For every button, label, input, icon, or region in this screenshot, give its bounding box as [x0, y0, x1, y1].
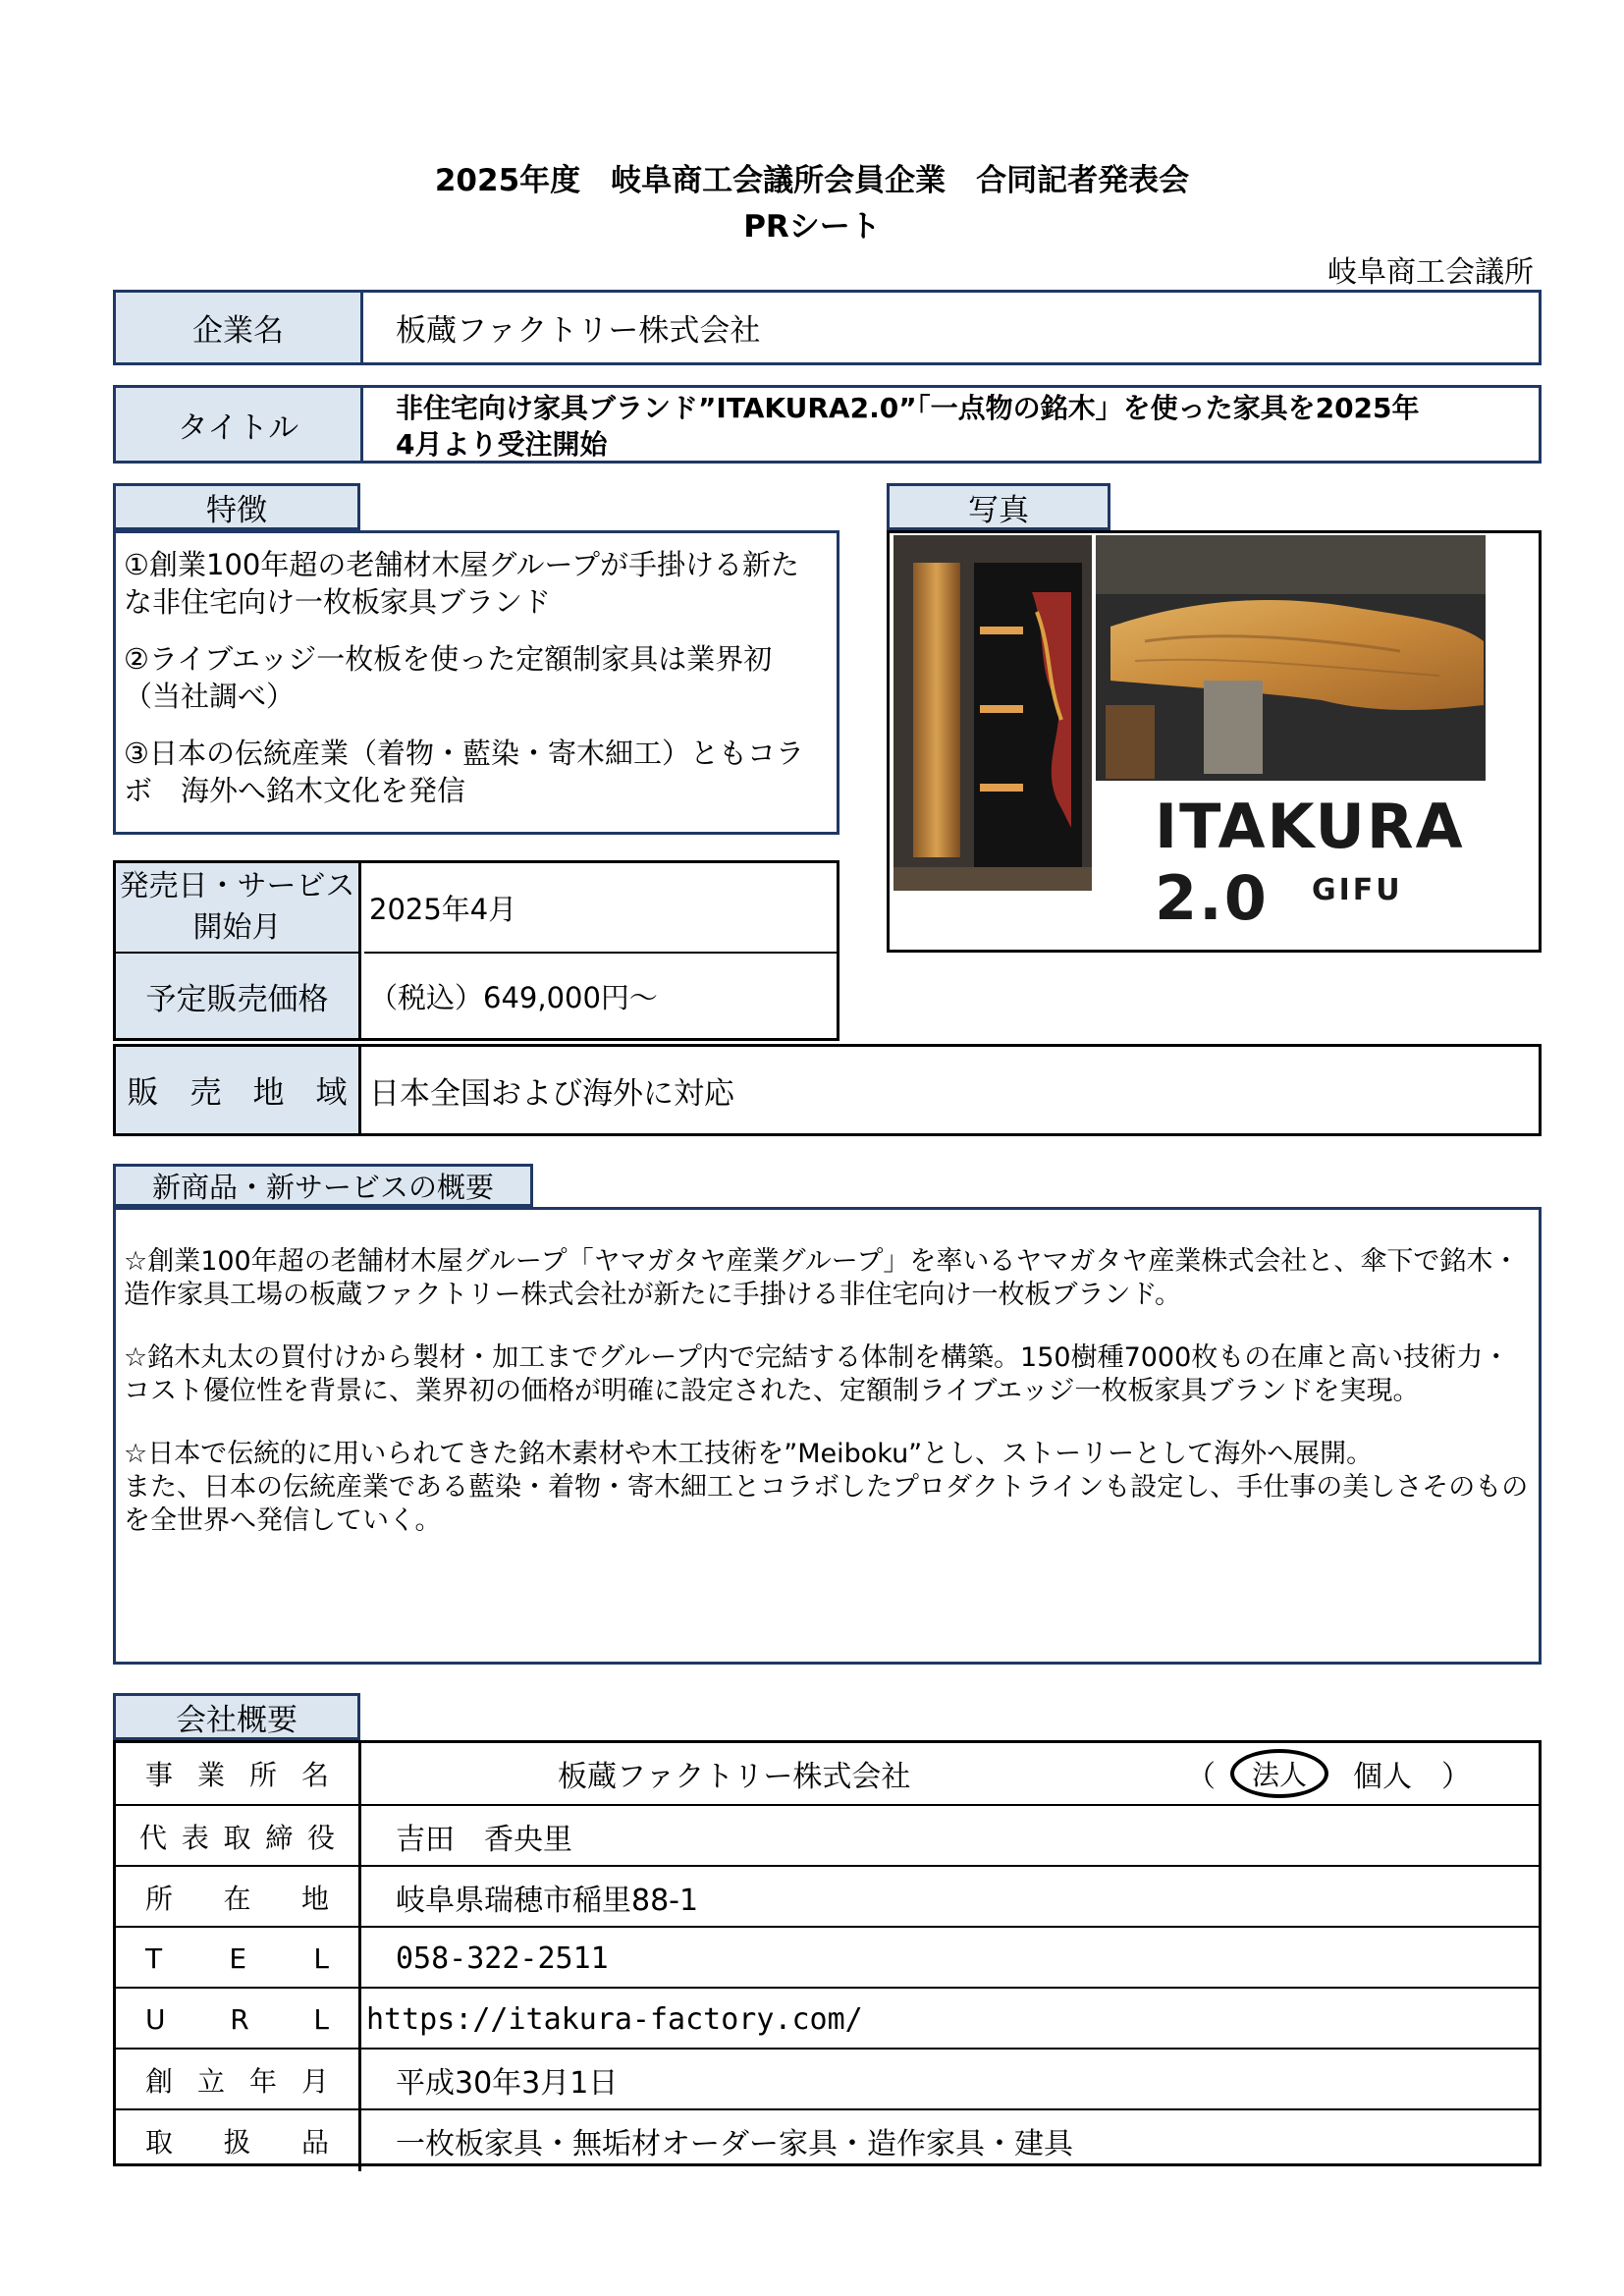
photo-label: 写真 [887, 483, 1110, 530]
profile-value-office [361, 1743, 1539, 1804]
profile-value-founded: 平成30年3月1日 [396, 2066, 619, 2101]
title-line-2: 4月より受注開始 [396, 428, 608, 461]
profile-value-address: 岐阜県瑞穂市稲里88-1 [396, 1884, 699, 1918]
feature-item-1: ①創業100年超の老舗材木屋グループが手掛ける新たな非住宅向け一枚板家具ブランド [124, 548, 800, 619]
area-label: 販 売 地 域 [116, 1047, 361, 1133]
area-row [113, 1044, 1542, 1136]
area-value: 日本全国および海外に対応 [369, 1075, 734, 1112]
company-profile-label: 会社概要 [113, 1693, 360, 1740]
company-value: 板蔵ファクトリー株式会社 [360, 290, 1542, 365]
profile-key-representative: 代 表 取 締 役 [116, 1806, 361, 1867]
profile-value-products: 一枚板家具・無垢材オーダー家具・造作家具・建具 [396, 2127, 1073, 2161]
title-value [360, 385, 1542, 464]
profile-key-products: 取 扱 品 [116, 2110, 361, 2171]
profile-key-founded: 創 立 年 月 [116, 2050, 361, 2110]
profile-row-address [116, 1865, 1539, 1928]
release-label-line-1: 発売日・サービス [119, 869, 355, 903]
profile-key-tel: T E L [116, 1928, 361, 1989]
page-title: 2025年度 岐阜商工会議所会員企業 合同記者発表会 [434, 163, 1190, 198]
office-name: 板蔵ファクトリー株式会社 [558, 1760, 911, 1794]
price-label: 予定販売価格 [116, 954, 361, 1038]
price-value: （税込）649,000円～ [369, 980, 658, 1014]
overview-paragraph-2: ☆銘木丸太の買付けから製材・加工までグループ内で完結する体制を構築。150樹種7000枚もの在庫と高い技術力・コスト優位性を背景に、業界初の価格が明確に設定された、定額制ライブエッジ一枚板家具ブランドを実現。 [124, 1342, 1510, 1406]
photo-frame [887, 530, 1542, 953]
sales-info-box [113, 860, 839, 1041]
profile-value-tel: 058-322-2511 [396, 1941, 609, 1976]
release-label [116, 863, 361, 954]
overview-paragraph-3: ☆日本で伝統的に用いられてきた銘木素材や木工技術を”Meiboku”とし、ストーリーとして海外へ展開。 また、日本の伝統産業である藍染・着物・寄木細工とコラボしたプロダクトラインも設定し、手仕事の美しさそのものを全世界へ発信していく。 [124, 1439, 1529, 1536]
profile-row-url [116, 1987, 1539, 2050]
profile-row-founded [116, 2048, 1539, 2110]
profile-key-address: 所 在 地 [116, 1867, 361, 1928]
overview-paragraph-1: ☆創業100年超の老舗材木屋グループ「ヤマガタヤ産業グループ」を率いるヤマガタヤ産業株式会社と、傘下で銘木・造作家具工場の板蔵ファクトリー株式会社が新たに手掛ける非住宅向け一枚板ブランド。 [124, 1246, 1520, 1310]
profile-value-representative: 吉田 香央里 [396, 1823, 572, 1857]
features-label: 特徴 [113, 483, 360, 530]
entity-close: ） [1441, 1760, 1471, 1794]
feature-item-3: ③日本の伝統産業（着物・藍染・寄木細工）ともコラボ 海外へ銘木文化を発信 [124, 737, 804, 807]
features-box [113, 530, 839, 835]
release-label-line-2: 開始月 [192, 910, 282, 945]
entity-indiv: 個人 [1353, 1760, 1412, 1794]
title-label: タイトル [113, 385, 363, 464]
issuer: 岐阜商工会議所 [1327, 255, 1534, 290]
profile-row-tel [116, 1926, 1539, 1989]
title-line-1: 非住宅向け家具ブランド”ITAKURA2.0”「一点物の銘木」を使った家具を2025年 [396, 392, 1420, 424]
profile-row-office [116, 1743, 1539, 1804]
profile-row-representative [116, 1804, 1539, 1867]
overview-box [113, 1207, 1542, 1665]
overview-label: 新商品・新サービスの概要 [113, 1164, 533, 1207]
photo-brand-text: ITAKURA 2.0 [1155, 791, 1465, 934]
profile-key-url: U R L [116, 1989, 361, 2050]
entity-open: （ [1186, 1760, 1216, 1794]
photo-brand-sub: GIFU [1312, 873, 1403, 907]
feature-item-2: ②ライブエッジ一枚板を使った定額制家具は業界初（当社調べ） [124, 642, 773, 713]
profile-row-products [116, 2108, 1539, 2171]
company-label: 企業名 [113, 290, 363, 365]
entity-corp-circled: 法人 [1230, 1749, 1328, 1798]
profile-value-url[interactable]: https://itakura-factory.com/ [366, 2001, 863, 2037]
profile-key-office: 事 業 所 名 [116, 1743, 361, 1804]
company-profile-table [113, 1740, 1542, 2166]
page-subtitle: PRシート [743, 209, 881, 245]
release-value: 2025年4月 [364, 863, 837, 954]
